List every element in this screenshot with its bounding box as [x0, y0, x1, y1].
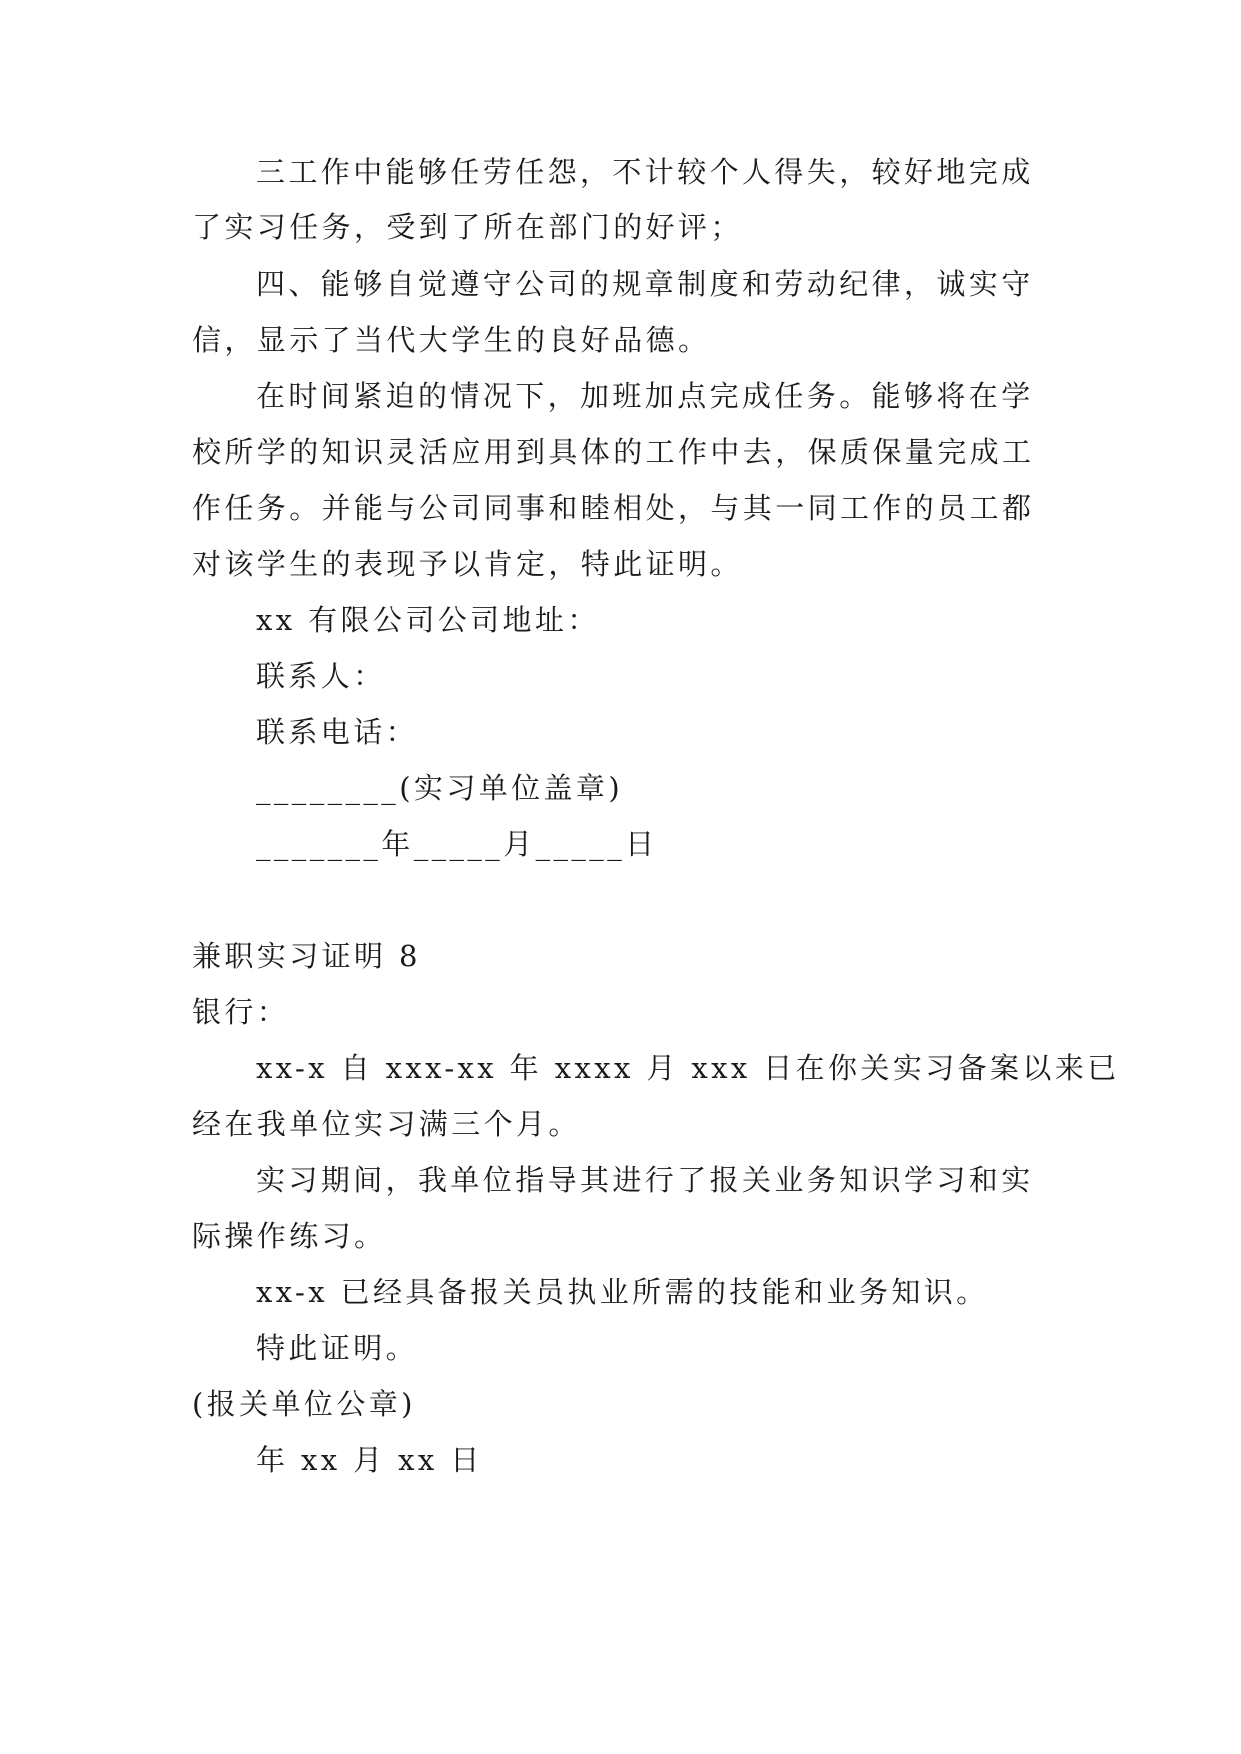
para1-line-1: xx-x 自 xxx-xx 年 xxxx 月 xxx 日在你关实习备案以来已 — [256, 1051, 1120, 1085]
item4-line-2: 信，显示了当代大学生的良好品德。 — [192, 323, 711, 357]
seal-line: ________(实习单位盖章) — [256, 771, 624, 805]
company-address: xx 有限公司公司地址： — [256, 603, 600, 637]
para4: 特此证明。 — [256, 1331, 419, 1365]
date-line: _______年_____月_____日 — [256, 827, 658, 861]
item4-line-1: 四、能够自觉遵守公司的规章制度和劳动纪律，诚实守 — [256, 267, 1034, 301]
para2-line-2: 际操作练习。 — [192, 1219, 387, 1253]
para2-line-1: 实习期间，我单位指导其进行了报关业务知识学习和实 — [256, 1163, 1034, 1197]
seal-label: (报关单位公章) — [192, 1387, 416, 1421]
item3-line-1: 三工作中能够任劳任怨，不计较个人得失，较好地完成 — [256, 155, 1034, 189]
addressee: 银行： — [192, 995, 290, 1029]
closing-line-1: 在时间紧迫的情况下，加班加点完成任务。能够将在学 — [256, 379, 1034, 413]
closing-line-3: 作任务。并能与公司同事和睦相处，与其一同工作的员工都 — [192, 491, 1035, 525]
para3: xx-x 已经具备报关员执业所需的技能和业务知识。 — [256, 1275, 989, 1309]
closing-line-2: 校所学的知识灵活应用到具体的工作中去，保质保量完成工 — [192, 435, 1035, 469]
para1-line-2: 经在我单位实习满三个月。 — [192, 1107, 581, 1141]
contact-person: 联系人： — [256, 659, 386, 693]
item3-line-2: 了实习任务，受到了所在部门的好评； — [192, 210, 743, 244]
contact-phone: 联系电话： — [256, 715, 419, 749]
date-label: 年 xx 月 xx 日 — [256, 1443, 483, 1477]
section-heading: 兼职实习证明 8 — [192, 939, 421, 973]
closing-line-4: 对该学生的表现予以肯定，特此证明。 — [192, 547, 743, 581]
